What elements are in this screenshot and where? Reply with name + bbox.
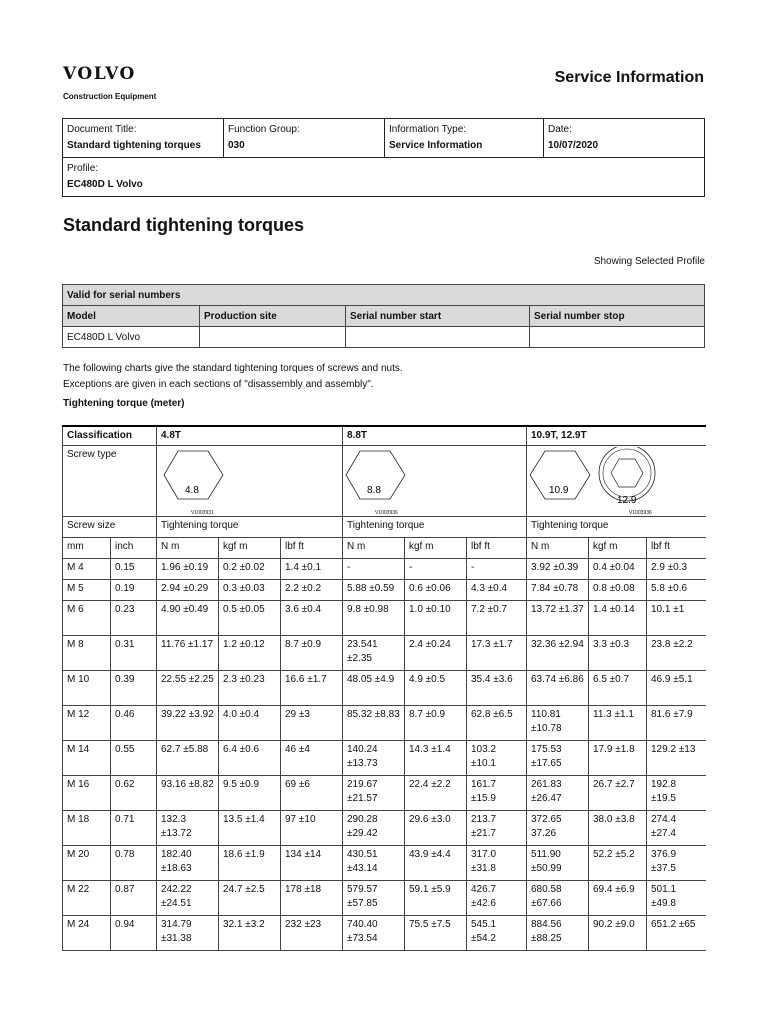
torque-cell: 0.15	[111, 559, 157, 580]
torque-cell: 1.4 ±0.1	[281, 559, 343, 580]
unit-header: N m	[527, 538, 589, 559]
torque-cell: 2.4 ±0.24	[405, 636, 467, 671]
torque-cell: 0.46	[111, 706, 157, 741]
torque-cell: 0.87	[111, 881, 157, 916]
torque-cell: 29.6 ±3.0	[405, 811, 467, 846]
torque-cell: 10.1 ±1	[647, 601, 706, 636]
hex-label: 12.9	[617, 495, 637, 506]
torque-cell: 161.7 ±15.9	[467, 776, 527, 811]
torque-cell: 24.7 ±2.5	[219, 881, 281, 916]
torque-cell: 22.4 ±2.2	[405, 776, 467, 811]
torque-cell: 0.19	[111, 580, 157, 601]
unit-header: kgf m	[219, 538, 281, 559]
torque-cell: 11.3 ±1.1	[589, 706, 647, 741]
screw-type-label: Screw type	[63, 446, 157, 517]
document-meta-table	[62, 118, 705, 197]
torque-cell: 48.05 ±4.9	[343, 671, 405, 706]
unit-header: inch	[111, 538, 157, 559]
hex-bolt-icon	[529, 447, 669, 507]
hex-label: 10.9	[549, 485, 569, 496]
showing-profile-note: Showing Selected Profile	[593, 256, 705, 267]
torque-cell: 23.541 ±2.35	[343, 636, 405, 671]
serial-cell	[200, 327, 346, 348]
serial-header: Serial number stop	[530, 306, 705, 327]
screw-type-cell	[157, 446, 343, 517]
screw-size-cell: M 18	[63, 811, 111, 846]
torque-cell: 0.3 ±0.03	[219, 580, 281, 601]
torque-cell: 511.90 ±50.99	[527, 846, 589, 881]
torque-cell: 17.3 ±1.7	[467, 636, 527, 671]
meta-value: EC480D L Volvo	[67, 179, 143, 190]
torque-cell: 32.36 ±2.94	[527, 636, 589, 671]
table-row	[63, 811, 706, 846]
table-row	[63, 559, 706, 580]
logo-subtitle: Construction Equipment	[63, 92, 157, 101]
unit-header: mm	[63, 538, 111, 559]
torque-cell: -	[467, 559, 527, 580]
torque-cell: 63.74 ±6.86	[527, 671, 589, 706]
torque-cell: 501.1 ±49.8	[647, 881, 706, 916]
classification-label: Classification	[63, 426, 157, 446]
page-title: Standard tightening torques	[63, 215, 304, 235]
torque-cell: 110.81 ±10.78	[527, 706, 589, 741]
hex-figure	[531, 448, 702, 514]
torque-cell: 314.79 ±31.38	[157, 916, 219, 951]
hex-figure	[347, 448, 522, 514]
tightening-torque-label: Tightening torque	[527, 517, 706, 538]
torque-cell: 182.40 ±18.63	[157, 846, 219, 881]
hex-label: 4.8	[185, 485, 199, 496]
torque-cell: 0.31	[111, 636, 157, 671]
torque-cell: 175.53 ±17.65	[527, 741, 589, 776]
torque-cell: 16.6 ±1.7	[281, 671, 343, 706]
torque-cell: 0.55	[111, 741, 157, 776]
meta-value: 10/07/2020	[548, 140, 599, 151]
screw-size-cell: M 16	[63, 776, 111, 811]
torque-cell: 22.55 ±2.25	[157, 671, 219, 706]
torque-cell: 46.9 ±5.1	[647, 671, 706, 706]
screw-size-cell: M 5	[63, 580, 111, 601]
unit-header: N m	[157, 538, 219, 559]
intro-line: The following charts give the standard tightening torques of screws and nuts.	[63, 363, 403, 374]
hex-bolt-icon	[163, 447, 233, 505]
meta-label: Profile:	[67, 163, 99, 174]
torque-cell: 97 ±10	[281, 811, 343, 846]
unit-header: N m	[343, 538, 405, 559]
torque-cell: 5.88 ±0.59	[343, 580, 405, 601]
image-id: V1003936	[629, 510, 652, 516]
meta-label: Information Type:	[389, 124, 467, 135]
tightening-torque-label: Tightening torque	[157, 517, 343, 538]
torque-cell: 69.4 ±6.9	[589, 881, 647, 916]
torque-cell: 9.8 ±0.98	[343, 601, 405, 636]
service-information-heading: Service Information	[554, 69, 704, 86]
unit-header: kgf m	[405, 538, 467, 559]
screw-size-cell: M 20	[63, 846, 111, 881]
torque-cell: 0.6 ±0.06	[405, 580, 467, 601]
unit-header: lbf ft	[647, 538, 706, 559]
image-id: V1003936	[375, 510, 398, 516]
hex-label: 8.8	[367, 485, 381, 496]
meta-value: 030	[228, 140, 245, 151]
torque-cell: 274.4 ±27.4	[647, 811, 706, 846]
torque-cell: 17.9 ±1.8	[589, 741, 647, 776]
hex-bolt-icon	[345, 447, 415, 505]
meta-info-type-cell	[385, 119, 544, 158]
class-header: 10.9T, 12.9T	[527, 426, 706, 446]
torque-cell: 0.39	[111, 671, 157, 706]
torque-cell: 545.1 ±54.2	[467, 916, 527, 951]
torque-cell: 0.94	[111, 916, 157, 951]
table-row	[63, 776, 706, 811]
torque-cell: 290.28 ±29.42	[343, 811, 405, 846]
meta-value: Service Information	[389, 140, 483, 151]
torque-cell: 18.6 ±1.9	[219, 846, 281, 881]
torque-cell: 26.7 ±2.7	[589, 776, 647, 811]
torque-cell: 232 ±23	[281, 916, 343, 951]
torque-cell: 740.40 ±73.54	[343, 916, 405, 951]
class-header: 8.8T	[343, 426, 527, 446]
meta-profile-cell	[63, 158, 705, 197]
torque-cell: 14.3 ±1.4	[405, 741, 467, 776]
torque-cell: 6.4 ±0.6	[219, 741, 281, 776]
torque-cell: 4.0 ±0.4	[219, 706, 281, 741]
torque-cell: 5.8 ±0.6	[647, 580, 706, 601]
meta-function-group-cell	[224, 119, 385, 158]
torque-cell: 90.2 ±9.0	[589, 916, 647, 951]
torque-cell: 43.9 ±4.4	[405, 846, 467, 881]
torque-cell: 2.2 ±0.2	[281, 580, 343, 601]
torque-cell: 0.8 ±0.08	[589, 580, 647, 601]
screw-size-cell: M 24	[63, 916, 111, 951]
torque-cell: 2.9 ±0.3	[647, 559, 706, 580]
table-row	[63, 741, 706, 776]
class-header: 4.8T	[157, 426, 343, 446]
torque-cell: 317.0 ±31.8	[467, 846, 527, 881]
torque-cell: 103.2 ±10.1	[467, 741, 527, 776]
tightening-torque-label: Tightening torque	[343, 517, 527, 538]
torque-cell: 3.3 ±0.3	[589, 636, 647, 671]
screw-size-cell: M 6	[63, 601, 111, 636]
torque-cell: 8.7 ±0.9	[405, 706, 467, 741]
torque-cell: 35.4 ±3.6	[467, 671, 527, 706]
torque-cell: 69 ±6	[281, 776, 343, 811]
torque-cell: 1.96 ±0.19	[157, 559, 219, 580]
torque-cell: 4.9 ±0.5	[405, 671, 467, 706]
unit-header: lbf ft	[467, 538, 527, 559]
intro-line: Exceptions are given in each sections of "disassembly and assembly".	[63, 379, 374, 390]
torque-cell: 0.62	[111, 776, 157, 811]
torque-cell: 140.24 ±13.73	[343, 741, 405, 776]
torque-cell: 1.2 ±0.12	[219, 636, 281, 671]
torque-cell: 9.5 ±0.9	[219, 776, 281, 811]
torque-cell: 23.8 ±2.2	[647, 636, 706, 671]
hex-figure	[161, 448, 338, 514]
torque-cell: 7.2 ±0.7	[467, 601, 527, 636]
table-row	[63, 580, 706, 601]
torque-table	[62, 425, 706, 951]
table-row	[63, 881, 706, 916]
torque-cell: 6.5 ±0.7	[589, 671, 647, 706]
torque-cell: 46 ±4	[281, 741, 343, 776]
serial-cell	[346, 327, 530, 348]
table-row	[63, 846, 706, 881]
table-row	[63, 706, 706, 741]
screw-size-cell: M 22	[63, 881, 111, 916]
table-row	[63, 671, 706, 706]
torque-cell: 3.6 ±0.4	[281, 601, 343, 636]
torque-cell: 13.5 ±1.4	[219, 811, 281, 846]
screw-size-cell: M 10	[63, 671, 111, 706]
torque-cell: 29 ±3	[281, 706, 343, 741]
volvo-logo: VOLVO	[63, 64, 136, 84]
meta-label: Document Title:	[67, 124, 137, 135]
torque-cell: 430.51 ±43.14	[343, 846, 405, 881]
torque-cell: -	[405, 559, 467, 580]
unit-row	[63, 538, 706, 559]
torque-cell: 13.72 ±1.37	[527, 601, 589, 636]
serial-cell: EC480D L Volvo	[63, 327, 200, 348]
meta-value: Standard tightening torques	[67, 140, 201, 151]
torque-cell: 62.8 ±6.5	[467, 706, 527, 741]
torque-cell: 680.58 ±67.66	[527, 881, 589, 916]
screw-size-cell: M 4	[63, 559, 111, 580]
torque-cell: 129.2 ±13	[647, 741, 706, 776]
meta-doc-title-cell	[63, 119, 224, 158]
screw-size-cell: M 12	[63, 706, 111, 741]
torque-cell: 242.22 ±24.51	[157, 881, 219, 916]
torque-cell: 219.67 ±21.57	[343, 776, 405, 811]
torque-cell: 4.3 ±0.4	[467, 580, 527, 601]
torque-cell: 81.6 ±7.9	[647, 706, 706, 741]
screw-size-cell: M 14	[63, 741, 111, 776]
unit-header: lbf ft	[281, 538, 343, 559]
image-id: V1003931	[191, 510, 214, 516]
torque-cell: 59.1 ±5.9	[405, 881, 467, 916]
screw-type-cell	[527, 446, 706, 517]
torque-cell: 261.83 ±26.47	[527, 776, 589, 811]
intro-text	[63, 361, 403, 393]
torque-cell: 0.2 ±0.02	[219, 559, 281, 580]
torque-cell: 32.1 ±3.2	[219, 916, 281, 951]
screw-size-cell: M 8	[63, 636, 111, 671]
torque-cell: 372.65 37.26	[527, 811, 589, 846]
torque-cell: 132.3 ±13.72	[157, 811, 219, 846]
torque-cell: 3.92 ±0.39	[527, 559, 589, 580]
torque-cell: 1.0 ±0.10	[405, 601, 467, 636]
table-row	[63, 636, 706, 671]
serial-header: Serial number start	[346, 306, 530, 327]
torque-cell: 7.84 ±0.78	[527, 580, 589, 601]
screw-type-cell	[343, 446, 527, 517]
torque-cell: 884.56 ±88.25	[527, 916, 589, 951]
torque-cell: 2.3 ±0.23	[219, 671, 281, 706]
torque-cell: 1.4 ±0.14	[589, 601, 647, 636]
serial-numbers-table	[62, 284, 705, 348]
torque-cell: 0.5 ±0.05	[219, 601, 281, 636]
torque-cell: 38.0 ±3.8	[589, 811, 647, 846]
screw-size-label: Screw size	[63, 517, 157, 538]
serial-header: Model	[63, 306, 200, 327]
torque-cell: 134 ±14	[281, 846, 343, 881]
torque-cell: 85.32 ±8.83	[343, 706, 405, 741]
torque-cell: 8.7 ±0.9	[281, 636, 343, 671]
torque-cell: 376.9 ±37.5	[647, 846, 706, 881]
torque-cell: 178 ±18	[281, 881, 343, 916]
torque-cell: 0.71	[111, 811, 157, 846]
table-row	[63, 601, 706, 636]
meta-label: Function Group:	[228, 124, 300, 135]
torque-cell: 0.23	[111, 601, 157, 636]
torque-cell: 651.2 ±65	[647, 916, 706, 951]
serial-cell	[530, 327, 705, 348]
torque-cell: 52.2 ±5.2	[589, 846, 647, 881]
meta-label: Date:	[548, 124, 572, 135]
torque-cell: 39.22 ±3.92	[157, 706, 219, 741]
torque-cell: 426.7 ±42.6	[467, 881, 527, 916]
torque-cell: 4.90 ±0.49	[157, 601, 219, 636]
torque-cell: 75.5 ±7.5	[405, 916, 467, 951]
torque-cell: 93.16 ±8.82	[157, 776, 219, 811]
unit-header: kgf m	[589, 538, 647, 559]
torque-cell: 192.8 ±19.5	[647, 776, 706, 811]
torque-cell: -	[343, 559, 405, 580]
table-row	[63, 916, 706, 951]
torque-cell: 0.4 ±0.04	[589, 559, 647, 580]
serial-caption: Valid for serial numbers	[63, 285, 705, 306]
meta-date-cell	[544, 119, 705, 158]
torque-cell: 0.78	[111, 846, 157, 881]
torque-section-heading: Tightening torque (meter)	[63, 398, 185, 409]
torque-cell: 2.94 ±0.29	[157, 580, 219, 601]
torque-cell: 62.7 ±5.88	[157, 741, 219, 776]
serial-header: Production site	[200, 306, 346, 327]
torque-cell: 213.7 ±21.7	[467, 811, 527, 846]
torque-cell: 11.76 ±1.17	[157, 636, 219, 671]
torque-cell: 579.57 ±57.85	[343, 881, 405, 916]
